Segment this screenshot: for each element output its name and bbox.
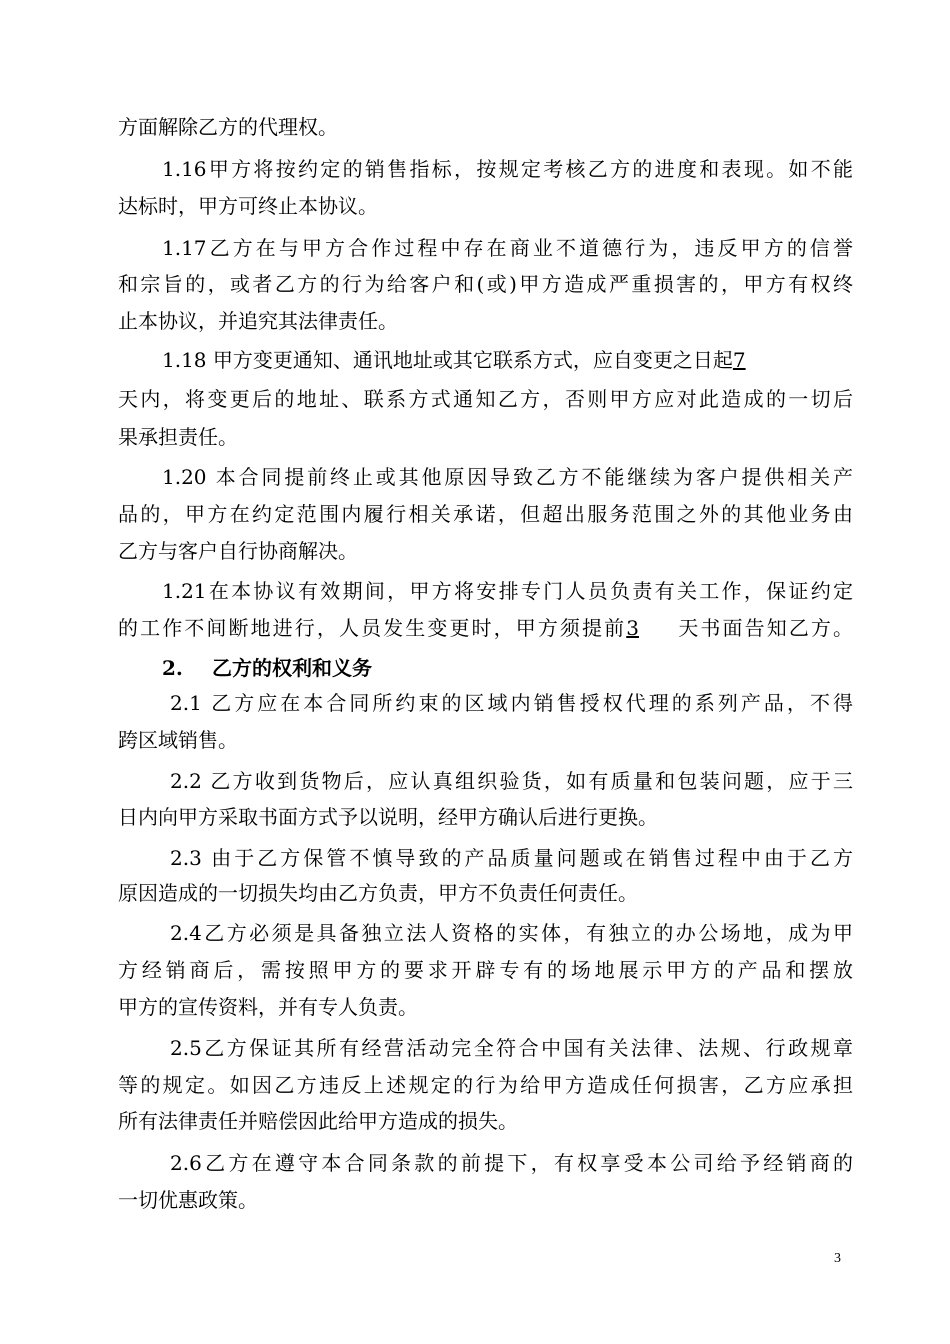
paragraph-line: 所有法律责任并赔偿因此给甲方造成的损失。 xyxy=(118,1109,518,1133)
paragraph-line: 甲方的宣传资料，并有专人负责。 xyxy=(118,995,418,1019)
section-number: 2. xyxy=(162,656,183,680)
paragraph-line: 等的规定。如因乙方违反上述规定的行为给甲方造成任何损害，乙方应承担 xyxy=(118,1073,853,1097)
paragraph-line: 天内，将变更后的地址、联系方式通知乙方，否则甲方应对此造成的一切后 xyxy=(118,387,853,411)
paragraph-line: 1.21在本协议有效期间，甲方将安排专门人员负责有关工作，保证约定 xyxy=(162,579,853,603)
advance-days-blank: 3 xyxy=(626,616,639,640)
paragraph-line: 一切优惠政策。 xyxy=(118,1188,258,1212)
paragraph-line: 达标时，甲方可终止本协议。 xyxy=(118,194,378,218)
paragraph-line: 2.6乙方在遵守本合同条款的前提下，有权享受本公司给予经销商的 xyxy=(170,1151,853,1175)
paragraph-line: 2.3 由于乙方保管不慎导致的产品质量问题或在销售过程中由于乙方 xyxy=(170,846,853,870)
paragraph-line: 止本协议，并追究其法律责任。 xyxy=(118,309,398,333)
paragraph-line: 1.16甲方将按约定的销售指标，按规定考核乙方的进度和表现。如不能 xyxy=(162,157,853,181)
paragraph-line: 方面解除乙方的代理权。 xyxy=(118,115,338,139)
paragraph-line: 跨区域销售。 xyxy=(118,728,238,752)
paragraph-line: 2.4乙方必须是具备独立法人资格的实体，有独立的办公场地，成为甲 xyxy=(170,921,853,945)
clause-text: 1.18 甲方变更通知、通讯地址或其它联系方式，应自变更之日起 xyxy=(162,348,733,372)
paragraph-line: 和宗旨的，或者乙方的行为给客户和(或)甲方造成严重损害的，甲方有权终 xyxy=(118,272,853,296)
section-heading xyxy=(162,655,853,681)
paragraph-line: 原因造成的一切损失均由乙方负责，甲方不负责任何责任。 xyxy=(118,881,638,905)
paragraph-line: 2.1 乙方应在本合同所约束的区域内销售授权代理的系列产品，不得 xyxy=(170,691,853,715)
paragraph-line: 品的，甲方在约定范围内履行相关承诺，但超出服务范围之外的其他业务由 xyxy=(118,502,853,526)
page-number: 3 xyxy=(834,1251,841,1266)
paragraph-line: 日内向甲方采取书面方式予以说明，经甲方确认后进行更换。 xyxy=(118,805,658,829)
clause-text: 的工作不间断地进行，人员发生变更时，甲方须提前 xyxy=(118,616,627,640)
paragraph-line xyxy=(118,615,853,641)
paragraph-line: 乙方与客户自行协商解决。 xyxy=(118,539,358,563)
paragraph-line: 果承担责任。 xyxy=(118,425,238,449)
paragraph-line xyxy=(162,347,853,373)
paragraph-line: 方经销商后，需按照甲方的要求开辟专有的场地展示甲方的产品和摆放 xyxy=(118,958,853,982)
paragraph-line: 2.5乙方保证其所有经营活动完全符合中国有关法律、法规、行政规章 xyxy=(170,1036,853,1060)
paragraph-line: 1.20 本合同提前终止或其他原因导致乙方不能继续为客户提供相关产 xyxy=(162,465,853,489)
clause-text: 天书面告知乙方。 xyxy=(676,616,854,640)
paragraph-line: 1.17乙方在与甲方合作过程中存在商业不道德行为，违反甲方的信誉 xyxy=(162,236,853,260)
paragraph-line: 2.2 乙方收到货物后，应认真组织验货，如有质量和包装问题，应于三 xyxy=(170,769,853,793)
section-title: 乙方的权利和义务 xyxy=(212,656,372,680)
notice-days-blank: 7 xyxy=(732,348,746,372)
